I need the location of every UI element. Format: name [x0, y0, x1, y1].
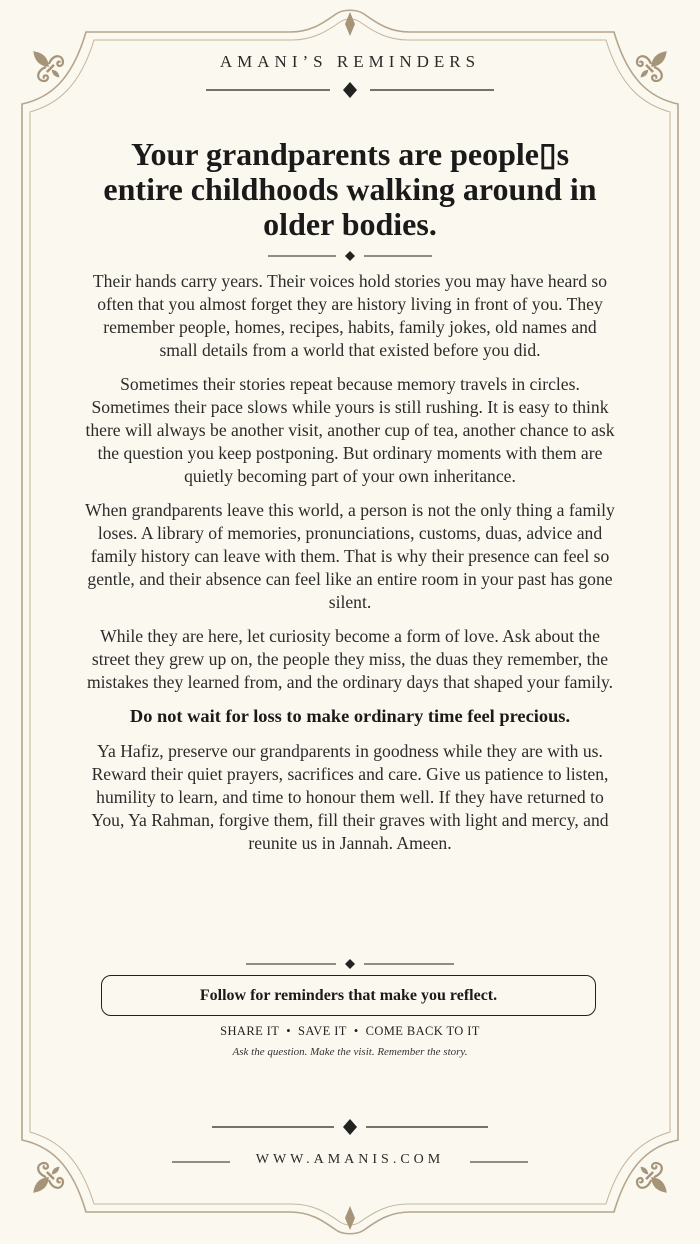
website-link[interactable]: WWW.AMANIS.COM [255, 1152, 445, 1167]
paragraph: Their hands carry years. Their voices hold stories you may have heard so often that you almost forget they are history living in front of you. They remember people, homes, recipes, habits, family jokes, old names and small details from a world that existed before you did. [92, 271, 608, 360]
headline: Your grandparents are people▯s entire childhoods walking around in older bodies. [103, 136, 597, 242]
paragraph: Sometimes their stories repeat because memory travels in circles. Sometimes their pace slows while yours is still rushing. It is easy to think there will always be another visit, another cup of tea, another chance to ask the question you keep postponing. But ordinary moments with them are quietly becoming part of your own inheritance. [85, 374, 615, 486]
reminder-body [84, 270, 616, 866]
separator-dot: • [353, 1024, 359, 1038]
separator-dot: • [286, 1024, 292, 1038]
save-it-action[interactable]: SAVE IT [298, 1024, 347, 1038]
paragraph: When grandparents leave this world, a person is not the only thing a family loses. A library of memories, pronunciations, customs, duas, advice and family history can leave with them. That is why their presence can feel so gentle, and their absence can feel like an entire room in your past has gone silent. [85, 500, 615, 612]
share-it-action[interactable]: SHARE IT [220, 1024, 280, 1038]
paragraph: While they are here, let curiosity become a form of love. Ask about the street they grew up on, the people they miss, the duas they remember, the mistakes they learned from, and the ordinary days that shaped your family. [86, 626, 614, 692]
action-row [0, 1024, 700, 1039]
brand-title: AMANI’S REMINDERS [219, 52, 481, 71]
come-back-action[interactable]: COME BACK TO IT [365, 1024, 480, 1038]
prayer-paragraph: Ya Hafiz, preserve our grandparents in goodness while they are with us. Reward their quiet prayers, sacrifices and care. Give us patience to listen, humility to learn, and time to honour them well. If they have returned to You, Ya Rahman, forgive them, fill their graves with light and mercy, and reunite us in Jannah. Ameen. [91, 741, 609, 853]
emphasis-line: Do not wait for loss to make ordinary time feel precious. [129, 706, 571, 726]
follow-cta-button[interactable]: Follow for reminders that make you reflect. [101, 975, 596, 1016]
tagline: Ask the question. Make the visit. Remember the story. [232, 1046, 468, 1058]
